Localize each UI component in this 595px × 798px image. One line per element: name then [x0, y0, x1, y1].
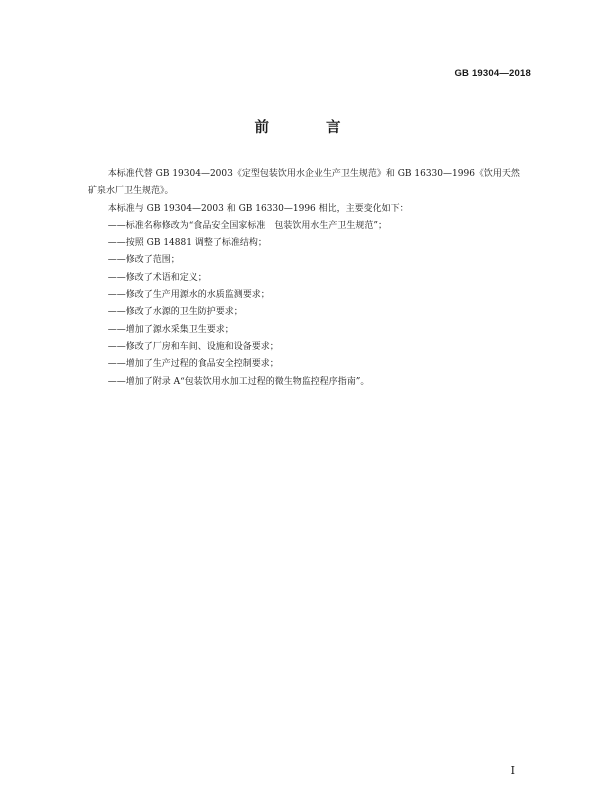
list-item: ——修改了术语和定义； — [107, 272, 207, 283]
list-item: ——修改了范围； — [107, 255, 180, 266]
list-item: ——标准名称修改为“食品安全国家标准 包装饮用水生产卫生规范”； — [107, 220, 388, 231]
replacement-line-2: 矿泉水厂卫生规范》。 — [88, 186, 174, 197]
page-number: I — [510, 764, 515, 777]
list-item: ——修改了水源的卫生防护要求； — [107, 307, 243, 318]
replacement-line-1: 本标准代替 GB 19304—2003《定型包装饮用水企业生产卫生规范》和 GB 16330—1996《饮用天然 — [107, 169, 520, 179]
page-title: 前 言 — [254, 120, 367, 136]
standard-code: GB 19304—2018 — [454, 68, 531, 79]
changes-list — [88, 218, 534, 391]
comparison-paragraph: 本标准与 GB 19304—2003 和 GB 16330—1996 相比，主要变化如下： — [107, 203, 409, 214]
list-item: ——修改了厂房和车间、设施和设备要求； — [107, 341, 279, 352]
list-item: ——增加了附录 A“包装饮用水加工过程的微生物监控程序指南”。 — [107, 376, 370, 387]
list-item: ——按照 GB 14881 调整了标准结构； — [107, 238, 267, 249]
replacement-paragraph — [88, 166, 534, 201]
list-item: ——修改了生产用源水的水质监测要求； — [107, 290, 270, 301]
list-item: ——增加了源水采集卫生要求； — [107, 324, 234, 335]
foreword-body — [88, 166, 534, 391]
list-item: ——增加了生产过程的食品安全控制要求； — [107, 359, 279, 370]
